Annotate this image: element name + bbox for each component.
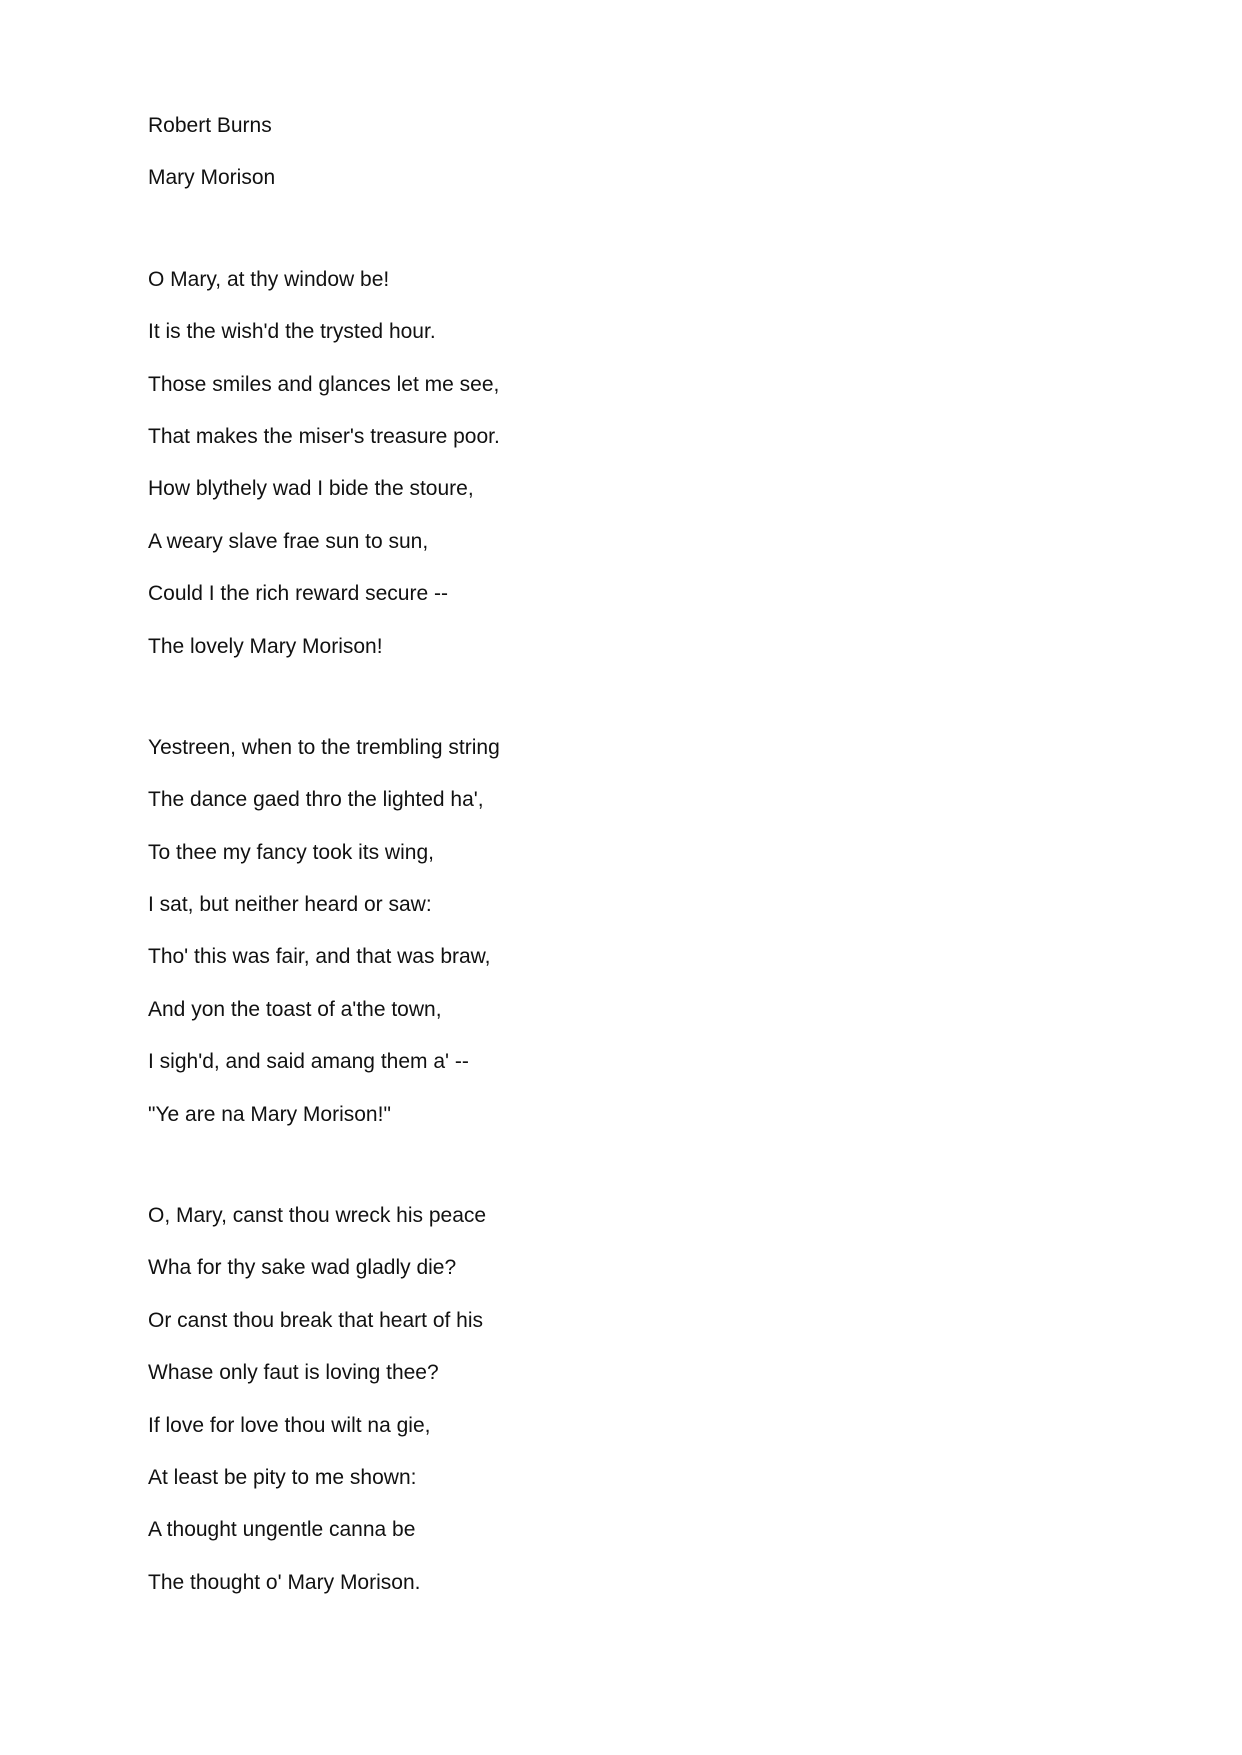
poem-line: At least be pity to me shown: [148, 1465, 417, 1489]
poem-line: That makes the miser's treasure poor. [148, 424, 500, 448]
stanza-1 [148, 264, 1148, 683]
stanza-3 [148, 1200, 1148, 1619]
poem-line: O, Mary, canst thou wreck his peace [148, 1204, 487, 1228]
poem-line: And yon the toast of a'the town, [148, 997, 442, 1021]
poem-line: If love for love thou wilt na gie, [148, 1413, 431, 1437]
poem-line: Whase only faut is loving thee? [148, 1361, 439, 1385]
stanza-spacer [148, 683, 1148, 732]
poem-line: A weary slave frae sun to sun, [148, 529, 429, 553]
poem-line: "Ye are na Mary Morison!" [148, 1102, 391, 1126]
poem-line: Tho' this was fair, and that was braw, [148, 945, 491, 969]
poem-line: It is the wish'd the trysted hour. [148, 320, 436, 344]
poem-line: The lovely Mary Morison! [148, 634, 383, 658]
poem-line: Or canst thou break that heart of his [148, 1308, 484, 1332]
poem-line: I sat, but neither heard or saw: [148, 893, 432, 917]
poem-line: I sigh'd, and said amang them a' -- [148, 1050, 469, 1074]
poem-line: Could I the rich reward secure -- [148, 582, 448, 606]
stanza-2 [148, 732, 1148, 1151]
poem-line: Those smiles and glances let me see, [148, 372, 500, 396]
stanza-spacer [148, 1151, 1148, 1200]
author-name: Robert Burns [148, 114, 272, 137]
poem-line: Wha for thy sake wad gladly die? [148, 1256, 457, 1280]
poem-line: To thee my fancy took its wing, [148, 840, 434, 864]
poem-line: The dance gaed thro the lighted ha', [148, 788, 484, 812]
poem-line: The thought o' Mary Morison. [148, 1570, 421, 1594]
poem-title: Mary Morison [148, 166, 276, 190]
stanza-spacer [148, 215, 1148, 264]
poem-content [148, 110, 1148, 1619]
poem-line: O Mary, at thy window be! [148, 267, 390, 291]
poem-line: How blythely wad I bide the stoure, [148, 477, 474, 501]
poem-line: Yestreen, when to the trembling string [148, 735, 500, 759]
poem-line: A thought ungentle canna be [148, 1518, 416, 1542]
